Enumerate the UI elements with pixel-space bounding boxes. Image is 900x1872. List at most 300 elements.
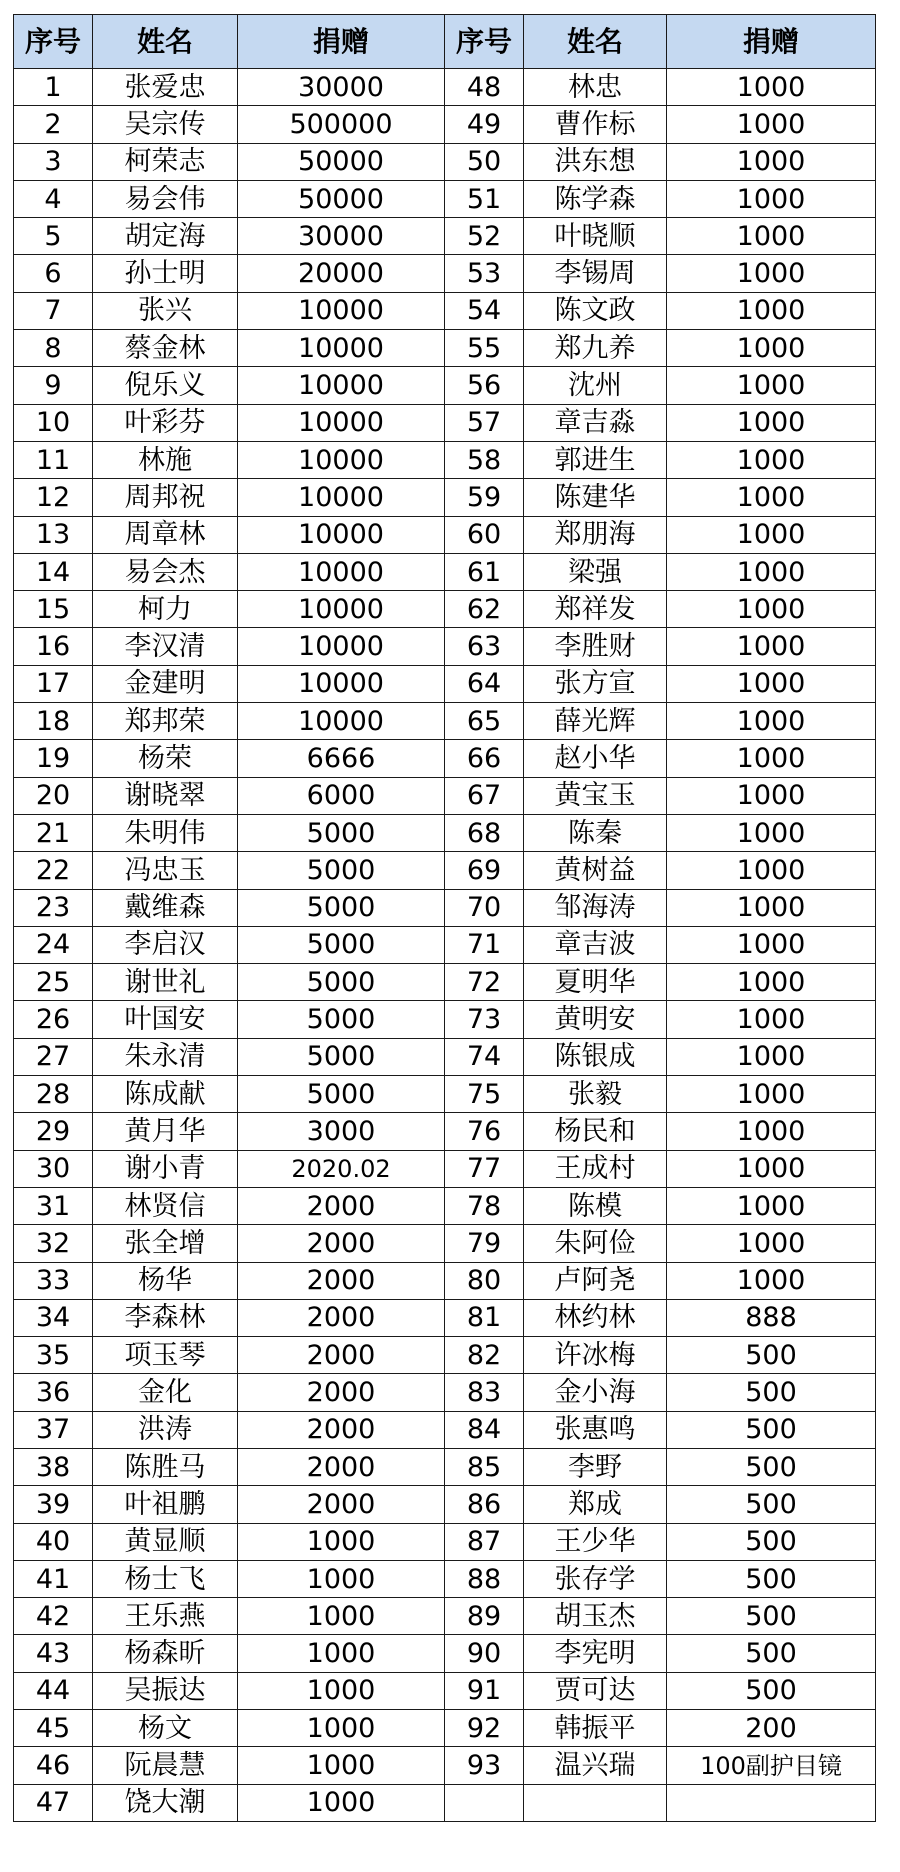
cell-name-left: 柯荣志 — [93, 143, 238, 180]
cell-seq-right: 72 — [445, 964, 524, 1001]
cell-seq-left: 29 — [14, 1113, 93, 1150]
cell-seq-right: 50 — [445, 143, 524, 180]
cell-seq-left: 30 — [14, 1150, 93, 1187]
header-seq-right: 序号 — [445, 15, 524, 69]
cell-name-left: 黄月华 — [93, 1113, 238, 1150]
cell-seq-right: 57 — [445, 404, 524, 441]
cell-donation-right: 1000 — [667, 852, 876, 889]
table-header — [14, 15, 876, 69]
cell-name-right: 郑成 — [524, 1486, 667, 1523]
table-row — [14, 1411, 876, 1448]
cell-name-right: 陈秦 — [524, 814, 667, 851]
cell-name-right: 曹作标 — [524, 106, 667, 143]
table-row — [14, 180, 876, 217]
cell-donation-right: 1000 — [667, 1076, 876, 1113]
cell-donation-left: 30000 — [238, 218, 445, 255]
cell-seq-left: 13 — [14, 516, 93, 553]
cell-seq-left: 2 — [14, 106, 93, 143]
cell-seq-left: 45 — [14, 1710, 93, 1747]
cell-seq-right: 74 — [445, 1038, 524, 1075]
table-row — [14, 964, 876, 1001]
cell-name-right — [524, 1784, 667, 1821]
cell-donation-left: 5000 — [238, 1076, 445, 1113]
cell-name-right: 李锡周 — [524, 255, 667, 292]
cell-seq-right: 79 — [445, 1225, 524, 1262]
table-row — [14, 1187, 876, 1224]
cell-seq-left: 35 — [14, 1337, 93, 1374]
cell-seq-left: 24 — [14, 926, 93, 963]
cell-seq-left: 33 — [14, 1262, 93, 1299]
cell-donation-right: 500 — [667, 1374, 876, 1411]
table-row — [14, 255, 876, 292]
cell-donation-left: 6666 — [238, 740, 445, 777]
cell-name-right: 沈州 — [524, 367, 667, 404]
cell-seq-left: 39 — [14, 1486, 93, 1523]
cell-name-left: 饶大潮 — [93, 1784, 238, 1821]
cell-name-left: 吴宗传 — [93, 106, 238, 143]
cell-name-right: 林约林 — [524, 1299, 667, 1336]
cell-seq-right: 48 — [445, 69, 524, 106]
cell-seq-right: 63 — [445, 628, 524, 665]
cell-seq-right: 88 — [445, 1560, 524, 1597]
cell-donation-left: 1000 — [238, 1784, 445, 1821]
cell-donation-left: 10000 — [238, 553, 445, 590]
cell-donation-right — [667, 1784, 876, 1821]
cell-name-left: 胡定海 — [93, 218, 238, 255]
table-row — [14, 1747, 876, 1784]
cell-donation-left: 2000 — [238, 1374, 445, 1411]
table-row — [14, 740, 876, 777]
cell-seq-right: 77 — [445, 1150, 524, 1187]
cell-donation-right: 1000 — [667, 292, 876, 329]
cell-donation-right: 1000 — [667, 330, 876, 367]
cell-seq-left: 32 — [14, 1225, 93, 1262]
cell-seq-left: 27 — [14, 1038, 93, 1075]
cell-donation-right: 1000 — [667, 1262, 876, 1299]
cell-seq-right: 91 — [445, 1672, 524, 1709]
cell-donation-left: 10000 — [238, 404, 445, 441]
cell-seq-left: 14 — [14, 553, 93, 590]
cell-name-right: 许冰梅 — [524, 1337, 667, 1374]
cell-name-right: 朱阿俭 — [524, 1225, 667, 1262]
cell-name-right: 黄宝玉 — [524, 777, 667, 814]
cell-seq-left: 22 — [14, 852, 93, 889]
cell-name-left: 杨华 — [93, 1262, 238, 1299]
cell-donation-right: 1000 — [667, 740, 876, 777]
cell-name-right: 韩振平 — [524, 1710, 667, 1747]
cell-seq-left: 15 — [14, 591, 93, 628]
cell-donation-left: 2000 — [238, 1262, 445, 1299]
cell-donation-right: 1000 — [667, 218, 876, 255]
table-row — [14, 852, 876, 889]
cell-name-right: 黄树益 — [524, 852, 667, 889]
cell-seq-right: 60 — [445, 516, 524, 553]
cell-seq-right: 59 — [445, 479, 524, 516]
cell-donation-left: 10000 — [238, 703, 445, 740]
cell-seq-left: 31 — [14, 1187, 93, 1224]
cell-donation-right: 500 — [667, 1486, 876, 1523]
cell-seq-right: 61 — [445, 553, 524, 590]
cell-name-left: 张爱忠 — [93, 69, 238, 106]
header-row — [14, 15, 876, 69]
cell-seq-left: 38 — [14, 1448, 93, 1485]
cell-seq-right: 56 — [445, 367, 524, 404]
cell-seq-right: 53 — [445, 255, 524, 292]
table-row — [14, 516, 876, 553]
cell-donation-left: 30000 — [238, 69, 445, 106]
cell-seq-left: 20 — [14, 777, 93, 814]
cell-seq-right: 82 — [445, 1337, 524, 1374]
cell-name-left: 叶国安 — [93, 1001, 238, 1038]
cell-seq-left: 46 — [14, 1747, 93, 1784]
cell-seq-left: 44 — [14, 1672, 93, 1709]
cell-seq-right: 68 — [445, 814, 524, 851]
cell-seq-left: 34 — [14, 1299, 93, 1336]
cell-donation-right: 1000 — [667, 964, 876, 1001]
donation-table — [13, 14, 876, 1822]
cell-seq-left: 5 — [14, 218, 93, 255]
cell-donation-left: 5000 — [238, 964, 445, 1001]
cell-donation-right: 1000 — [667, 926, 876, 963]
cell-donation-right: 200 — [667, 1710, 876, 1747]
cell-donation-right: 1000 — [667, 1001, 876, 1038]
table-row — [14, 404, 876, 441]
cell-seq-left: 41 — [14, 1560, 93, 1597]
table-row — [14, 69, 876, 106]
cell-seq-left: 1 — [14, 69, 93, 106]
cell-seq-left: 7 — [14, 292, 93, 329]
cell-donation-left: 2000 — [238, 1411, 445, 1448]
cell-name-right: 张毅 — [524, 1076, 667, 1113]
table-row — [14, 591, 876, 628]
cell-name-left: 叶祖鹏 — [93, 1486, 238, 1523]
table-row — [14, 1113, 876, 1150]
table-row — [14, 889, 876, 926]
cell-name-right: 陈模 — [524, 1187, 667, 1224]
cell-donation-left: 1000 — [238, 1598, 445, 1635]
cell-name-right: 张方宣 — [524, 665, 667, 702]
cell-donation-left: 3000 — [238, 1113, 445, 1150]
cell-name-right: 张惠鸣 — [524, 1411, 667, 1448]
cell-name-left: 黄显顺 — [93, 1523, 238, 1560]
cell-seq-right: 78 — [445, 1187, 524, 1224]
cell-name-left: 陈成献 — [93, 1076, 238, 1113]
cell-name-right: 胡玉杰 — [524, 1598, 667, 1635]
cell-seq-left: 16 — [14, 628, 93, 665]
table-row — [14, 665, 876, 702]
table-row — [14, 1001, 876, 1038]
cell-name-left: 戴维森 — [93, 889, 238, 926]
cell-seq-left: 26 — [14, 1001, 93, 1038]
table-row — [14, 330, 876, 367]
table-row — [14, 1710, 876, 1747]
table-row — [14, 1374, 876, 1411]
cell-seq-left: 40 — [14, 1523, 93, 1560]
table-row — [14, 1299, 876, 1336]
cell-seq-right — [445, 1784, 524, 1821]
cell-donation-right: 1000 — [667, 665, 876, 702]
cell-name-left: 周章林 — [93, 516, 238, 553]
table-row — [14, 926, 876, 963]
cell-seq-right: 75 — [445, 1076, 524, 1113]
cell-name-right: 陈建华 — [524, 479, 667, 516]
cell-name-left: 王乐燕 — [93, 1598, 238, 1635]
cell-name-left: 易会杰 — [93, 553, 238, 590]
cell-donation-right: 500 — [667, 1448, 876, 1485]
cell-donation-left: 10000 — [238, 441, 445, 478]
cell-donation-left: 1000 — [238, 1710, 445, 1747]
cell-donation-left: 5000 — [238, 852, 445, 889]
cell-name-right: 郑朋海 — [524, 516, 667, 553]
cell-name-right: 温兴瑞 — [524, 1747, 667, 1784]
table-row — [14, 1150, 876, 1187]
cell-name-left: 杨森昕 — [93, 1635, 238, 1672]
cell-name-left: 阮晨慧 — [93, 1747, 238, 1784]
cell-seq-right: 64 — [445, 665, 524, 702]
cell-donation-right: 1000 — [667, 889, 876, 926]
cell-name-left: 洪涛 — [93, 1411, 238, 1448]
cell-seq-left: 25 — [14, 964, 93, 1001]
table-row — [14, 1784, 876, 1821]
cell-name-left: 杨文 — [93, 1710, 238, 1747]
cell-seq-right: 90 — [445, 1635, 524, 1672]
cell-donation-right: 1000 — [667, 1225, 876, 1262]
cell-name-left: 杨荣 — [93, 740, 238, 777]
cell-donation-left: 1000 — [238, 1747, 445, 1784]
cell-name-right: 李宪明 — [524, 1635, 667, 1672]
cell-donation-left: 2000 — [238, 1486, 445, 1523]
cell-seq-left: 37 — [14, 1411, 93, 1448]
cell-seq-left: 10 — [14, 404, 93, 441]
cell-name-right: 杨民和 — [524, 1113, 667, 1150]
cell-seq-right: 80 — [445, 1262, 524, 1299]
cell-name-left: 杨士飞 — [93, 1560, 238, 1597]
cell-seq-right: 85 — [445, 1448, 524, 1485]
cell-donation-right: 500 — [667, 1560, 876, 1597]
cell-donation-left: 5000 — [238, 926, 445, 963]
cell-name-left: 柯力 — [93, 591, 238, 628]
cell-name-right: 李野 — [524, 1448, 667, 1485]
cell-name-left: 项玉琴 — [93, 1337, 238, 1374]
cell-name-left: 李汉清 — [93, 628, 238, 665]
cell-name-left: 谢世礼 — [93, 964, 238, 1001]
cell-name-left: 吴振达 — [93, 1672, 238, 1709]
cell-seq-left: 21 — [14, 814, 93, 851]
cell-donation-right: 1000 — [667, 628, 876, 665]
cell-donation-right: 1000 — [667, 180, 876, 217]
header-name-right: 姓名 — [524, 15, 667, 69]
cell-donation-left: 1000 — [238, 1560, 445, 1597]
cell-name-left: 朱明伟 — [93, 814, 238, 851]
cell-donation-left: 1000 — [238, 1523, 445, 1560]
cell-seq-right: 51 — [445, 180, 524, 217]
cell-donation-left: 2020.02 — [238, 1150, 445, 1187]
cell-seq-right: 62 — [445, 591, 524, 628]
cell-name-left: 金建明 — [93, 665, 238, 702]
cell-name-left: 张全增 — [93, 1225, 238, 1262]
cell-name-right: 郑九养 — [524, 330, 667, 367]
cell-seq-right: 76 — [445, 1113, 524, 1150]
cell-donation-right: 1000 — [667, 1113, 876, 1150]
cell-donation-right: 1000 — [667, 1038, 876, 1075]
cell-name-left: 孙士明 — [93, 255, 238, 292]
cell-seq-left: 8 — [14, 330, 93, 367]
table-row — [14, 1337, 876, 1374]
cell-donation-left: 10000 — [238, 591, 445, 628]
cell-donation-right: 1000 — [667, 255, 876, 292]
cell-donation-right: 500 — [667, 1672, 876, 1709]
table-row — [14, 703, 876, 740]
cell-name-left: 金化 — [93, 1374, 238, 1411]
table-row — [14, 1672, 876, 1709]
cell-seq-left: 11 — [14, 441, 93, 478]
cell-seq-right: 81 — [445, 1299, 524, 1336]
table-row — [14, 1225, 876, 1262]
cell-donation-right: 1000 — [667, 106, 876, 143]
table-row — [14, 814, 876, 851]
table-row — [14, 367, 876, 404]
header-name-left: 姓名 — [93, 15, 238, 69]
cell-name-left: 谢小青 — [93, 1150, 238, 1187]
cell-donation-left: 2000 — [238, 1187, 445, 1224]
cell-donation-right: 1000 — [667, 367, 876, 404]
cell-seq-right: 54 — [445, 292, 524, 329]
cell-name-right: 李胜财 — [524, 628, 667, 665]
cell-seq-right: 58 — [445, 441, 524, 478]
table-row — [14, 1523, 876, 1560]
cell-donation-left: 50000 — [238, 180, 445, 217]
cell-name-right: 王少华 — [524, 1523, 667, 1560]
cell-donation-left: 10000 — [238, 628, 445, 665]
table-row — [14, 777, 876, 814]
cell-name-right: 张存学 — [524, 1560, 667, 1597]
cell-seq-right: 73 — [445, 1001, 524, 1038]
cell-donation-right: 1000 — [667, 591, 876, 628]
table-body — [14, 69, 876, 1822]
cell-name-right: 陈学森 — [524, 180, 667, 217]
cell-seq-right: 93 — [445, 1747, 524, 1784]
cell-seq-left: 42 — [14, 1598, 93, 1635]
cell-seq-right: 55 — [445, 330, 524, 367]
cell-donation-right: 1000 — [667, 143, 876, 180]
table-row — [14, 1635, 876, 1672]
cell-seq-left: 47 — [14, 1784, 93, 1821]
cell-donation-left: 5000 — [238, 889, 445, 926]
cell-seq-right: 69 — [445, 852, 524, 889]
cell-donation-left: 5000 — [238, 1001, 445, 1038]
cell-seq-right: 92 — [445, 1710, 524, 1747]
cell-name-left: 叶彩芬 — [93, 404, 238, 441]
cell-name-right: 郭进生 — [524, 441, 667, 478]
cell-name-left: 谢晓翠 — [93, 777, 238, 814]
cell-seq-right: 86 — [445, 1486, 524, 1523]
cell-name-right: 洪东想 — [524, 143, 667, 180]
cell-donation-left: 10000 — [238, 665, 445, 702]
cell-name-right: 郑祥发 — [524, 591, 667, 628]
cell-donation-right: 1000 — [667, 479, 876, 516]
cell-donation-left: 50000 — [238, 143, 445, 180]
cell-donation-right: 888 — [667, 1299, 876, 1336]
cell-donation-left: 2000 — [238, 1448, 445, 1485]
cell-donation-left: 1000 — [238, 1635, 445, 1672]
cell-name-right: 邹海涛 — [524, 889, 667, 926]
table-row — [14, 1598, 876, 1635]
cell-seq-right: 71 — [445, 926, 524, 963]
table-row — [14, 106, 876, 143]
cell-donation-left: 2000 — [238, 1337, 445, 1374]
cell-name-left: 朱永清 — [93, 1038, 238, 1075]
cell-name-right: 叶晓顺 — [524, 218, 667, 255]
cell-name-right: 章吉波 — [524, 926, 667, 963]
cell-donation-right: 500 — [667, 1411, 876, 1448]
cell-seq-left: 18 — [14, 703, 93, 740]
cell-name-right: 薛光辉 — [524, 703, 667, 740]
cell-name-right: 金小海 — [524, 1374, 667, 1411]
cell-seq-left: 19 — [14, 740, 93, 777]
cell-donation-right: 1000 — [667, 516, 876, 553]
table-row — [14, 1486, 876, 1523]
cell-seq-left: 43 — [14, 1635, 93, 1672]
cell-donation-right: 1000 — [667, 1187, 876, 1224]
cell-seq-left: 6 — [14, 255, 93, 292]
cell-donation-right: 1000 — [667, 553, 876, 590]
cell-seq-right: 67 — [445, 777, 524, 814]
cell-donation-left: 2000 — [238, 1299, 445, 1336]
cell-name-left: 林贤信 — [93, 1187, 238, 1224]
table-row — [14, 292, 876, 329]
cell-donation-left: 10000 — [238, 330, 445, 367]
cell-donation-left: 6000 — [238, 777, 445, 814]
cell-seq-right: 65 — [445, 703, 524, 740]
cell-donation-left: 500000 — [238, 106, 445, 143]
cell-seq-right: 83 — [445, 1374, 524, 1411]
table-row — [14, 1560, 876, 1597]
cell-name-left: 倪乐义 — [93, 367, 238, 404]
cell-donation-right: 100副护目镜 — [667, 1747, 876, 1784]
cell-donation-right: 1000 — [667, 404, 876, 441]
cell-donation-left: 5000 — [238, 814, 445, 851]
cell-name-right: 夏明华 — [524, 964, 667, 1001]
cell-name-left: 林施 — [93, 441, 238, 478]
cell-name-left: 郑邦荣 — [93, 703, 238, 740]
cell-seq-right: 49 — [445, 106, 524, 143]
cell-seq-left: 4 — [14, 180, 93, 217]
header-donation-left: 捐赠 — [238, 15, 445, 69]
cell-donation-left: 10000 — [238, 516, 445, 553]
cell-name-left: 蔡金林 — [93, 330, 238, 367]
cell-name-left: 李启汉 — [93, 926, 238, 963]
cell-seq-right: 70 — [445, 889, 524, 926]
cell-donation-left: 10000 — [238, 479, 445, 516]
cell-donation-left: 5000 — [238, 1038, 445, 1075]
cell-seq-left: 3 — [14, 143, 93, 180]
header-donation-right: 捐赠 — [667, 15, 876, 69]
cell-seq-right: 52 — [445, 218, 524, 255]
cell-name-right: 梁强 — [524, 553, 667, 590]
cell-seq-left: 17 — [14, 665, 93, 702]
cell-donation-right: 1000 — [667, 69, 876, 106]
table-row — [14, 143, 876, 180]
cell-seq-right: 87 — [445, 1523, 524, 1560]
cell-donation-right: 500 — [667, 1523, 876, 1560]
table-row — [14, 1076, 876, 1113]
cell-donation-right: 500 — [667, 1598, 876, 1635]
cell-seq-left: 36 — [14, 1374, 93, 1411]
cell-name-left: 李森林 — [93, 1299, 238, 1336]
table-row — [14, 1038, 876, 1075]
cell-name-right: 王成村 — [524, 1150, 667, 1187]
cell-seq-right: 66 — [445, 740, 524, 777]
